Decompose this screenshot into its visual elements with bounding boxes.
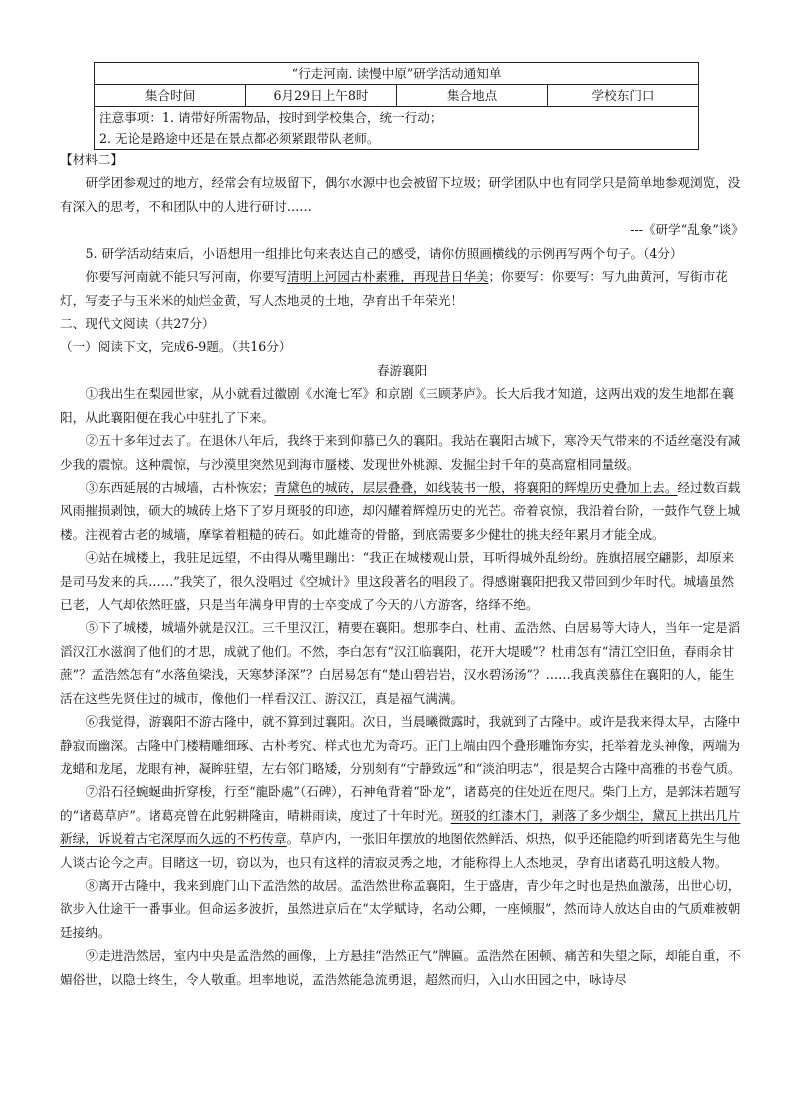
question5-ending: 写九曲黄河，写街市花灯，写麦子与玉米米的灿烂金黄，写人杰地灵的土地，孕育出千年荣光！ bbox=[60, 269, 728, 308]
paragraph-7-start: ⑦沿石径蜿蜒曲折穿梭，行至“龍卧處”（石碑），石神龟背着“卧龙”，诸葛亮的住处近在咫尺。柴门上方，是郭沫若题写的“诸葛草庐”。诸葛亮曾在此躬耕隆亩，晴耕雨读，度过了十年时光。 bbox=[60, 784, 741, 823]
article-paragraph-8: ⑧离开古隆中，我来到鹿门山下孟浩然的故居。孟浩然世称孟襄阳，生于盛唐，青少年之时也是热血激荡，出世心切，欲步入仕途干一番事业。但命运多波折，虽然进京后在“太学赋诗，名动公卿，一座倾服”，然而诗人放达自由的气质难被朝廷接纳。 bbox=[60, 877, 741, 940]
article-paragraph-3 bbox=[60, 476, 744, 546]
paragraph-3-end: 经过数百载风雨摧损剥蚀，硕大的城砖上烙下了岁月斑驳的印迹，却闪耀着辉煌历史的光芒。帝着哀惊，我沿着台阶，一鼓作气登上城楼。注视着古老的城墙，摩挲着粗糙的砖石。如此雄奇的骨骼，到底需要多少健壮的挑夫经年累月才能全成。 bbox=[60, 480, 741, 542]
paragraph-3-start: ③东西延展的古城墙，古朴恢宏； bbox=[85, 480, 275, 496]
question5-blank-1[interactable]: 你要写： bbox=[501, 269, 552, 285]
notice-title: “行走河南. 读慢中原”研学活动通知单 bbox=[95, 63, 699, 85]
place-label: 集合地点 bbox=[397, 85, 548, 107]
article-paragraph-9: ⑨走进浩然居，室内中央是孟浩然的画像，上方悬挂“浩然正气”牌匾。孟浩然在困顿、痛苦和失望之际，却能自重，不媚俗世，以隐士终生，令人敬重。坦率地说，孟浩然能急流勇退，超然而归，入山水田园之中，咏诗尽 bbox=[60, 948, 741, 987]
time-value: 6月29日上午8时 bbox=[246, 85, 397, 107]
paragraph-7-end: 。草庐内，一张旧年摆放的地图依然鲜活、炽热，似乎还能隐约听到诸葛先生与他人谈古论今之声。目睹这一切，窃以为，也只有这样的清寂灵秀之地，才能称得上人杰地灵，孕育出诸葛孔明这般人物。 bbox=[60, 831, 741, 870]
question5-answer bbox=[60, 265, 744, 312]
material2-block bbox=[60, 148, 744, 242]
article-paragraph-6: ⑥我觉得，游襄阳不游古隆中，就不算到过襄阳。次日，当晨曦微露时，我就到了古隆中。或许是我来得太早，古隆中静寂而幽深。古隆中门楼精雕细琢、古朴考究、样式也尤为奇巧。正门上端由四个叠形雕饰夯实，托举着龙头神像，两端为龙蜡和龙尾，龙眼有神，凝眸驻望，左右邻门略矮，分别刻有“宁静致远”和“淡泊明志”，很是契合古隆中高雅的书卷气质。 bbox=[60, 714, 741, 776]
article-paragraph-5: ⑤下了城楼，城墙外就是汉江。三千里汉江，精要在襄阳。想那李白、杜甫、孟浩然、白居易等大诗人，当年一定是滔滔汉江水滋润了他们的才思，成就了他们。不然，李白怎有“汉江临襄阳，花开大堤暖”？杜甫怎有“清江空旧鱼，春雨余甘蔗”？孟浩然怎有“水落鱼梁浅，天寒梦泽深”？白居易怎有“楚山碧岩岩，汉水碧汤汤”？……我真羡慕住在襄阳的人，能生活在这些先贤住过的城市，像他们一样看汉江、游汉江，真是福气满满。 bbox=[60, 620, 741, 706]
article-paragraph-7 bbox=[60, 780, 744, 874]
time-label: 集合时间 bbox=[95, 85, 246, 107]
paragraph-7-underlined: 斑驳的红漆木门，剥落了多少烟尘，黛瓦上拱出几片新绿，诉说着古宅深厚而久远的不朽传章 bbox=[60, 807, 741, 847]
question5-example: 清明上河园古朴素雅，再现昔日华美 bbox=[287, 269, 489, 285]
article-paragraph-1: ①我出生在梨园世家，从小就看过徽剧《水淹七军》和京剧《三顾茅庐》。长大后我才知道，这两出戏的发生地都在襄阳，从此襄阳便在我心中驻扎了下来。 bbox=[60, 386, 735, 425]
section2-block bbox=[60, 312, 744, 359]
section2-subheading: （一）阅读下文，完成6-9题。（共16分） bbox=[60, 339, 292, 355]
material2-heading: 【材料二】 bbox=[60, 152, 123, 167]
article-paragraph-4: ④站在城楼上，我驻足远望，不由得从嘴里蹦出：“我正在城楼观山景，耳听得城外乱纷纷。旌旗招展空翩影，却原来是司马发来的兵……”我笑了，很久没唱过《空城计》里这段著名的唱段了。得感谢襄阳把我又带回到少年时代。城墙虽然已老，人气却依然旺盛，只是当年满身甲胄的士卒变成了今天的八方游客，络绎不绝。 bbox=[60, 550, 735, 613]
note-2: 2. 无论是路途中还是在景点都必须紧跟带队老师。 bbox=[99, 131, 380, 146]
material2-body: 研学团参观过的地方，经常会有垃圾留下，偶尔水源中也会被留下垃圾；研学团队中也有同学只是简单地参观浏览，没有深入的思考，不和团队中的人进行研讨…… bbox=[60, 175, 741, 214]
material2-source: ---《研学“乱象”谈》 bbox=[630, 222, 744, 238]
question5-block bbox=[60, 242, 744, 312]
notice-table bbox=[94, 62, 699, 150]
place-value: 学校东门口 bbox=[548, 85, 699, 107]
article-paragraph-2: ②五十多年过去了。在退休八年后，我终于来到仰慕已久的襄阳。我站在襄阳古城下，寒冷天气带来的不适丝毫没有减少我的震惊。这种震惊，与沙漠里突然见到海市蜃楼、发现世外桃源、发掘尘封千年的莫高窟相同量级。 bbox=[60, 433, 741, 472]
notice-info-row bbox=[95, 85, 699, 107]
article-title: 春游襄阳 bbox=[376, 363, 428, 378]
question5-blank-2[interactable]: 你要写： bbox=[551, 269, 602, 285]
paragraph-3-underlined: 青黛色的城砖，层层叠叠，如线装书一般，将襄阳的辉煌历史叠加上去。 bbox=[274, 480, 678, 496]
notice-notes-row bbox=[95, 107, 699, 150]
question5-lead: 你要写河南就不能只写河南，你要写 bbox=[85, 269, 287, 285]
notice-notes bbox=[95, 107, 699, 150]
note-1: 注意事项：1. 请带好所需物品，按时到学校集合，统一行动； bbox=[99, 110, 443, 125]
question5-semicolon: ； bbox=[488, 269, 502, 285]
notice-title-row bbox=[95, 63, 699, 85]
question5-prompt: 5. 研学活动结束后，小语想用一组排比句来表达自己的感受，请你仿照画横线的示例再写两个句子。（4分） bbox=[85, 246, 683, 261]
article bbox=[60, 359, 744, 991]
section2-heading: 二、现代文阅读（共27分） bbox=[60, 316, 215, 331]
